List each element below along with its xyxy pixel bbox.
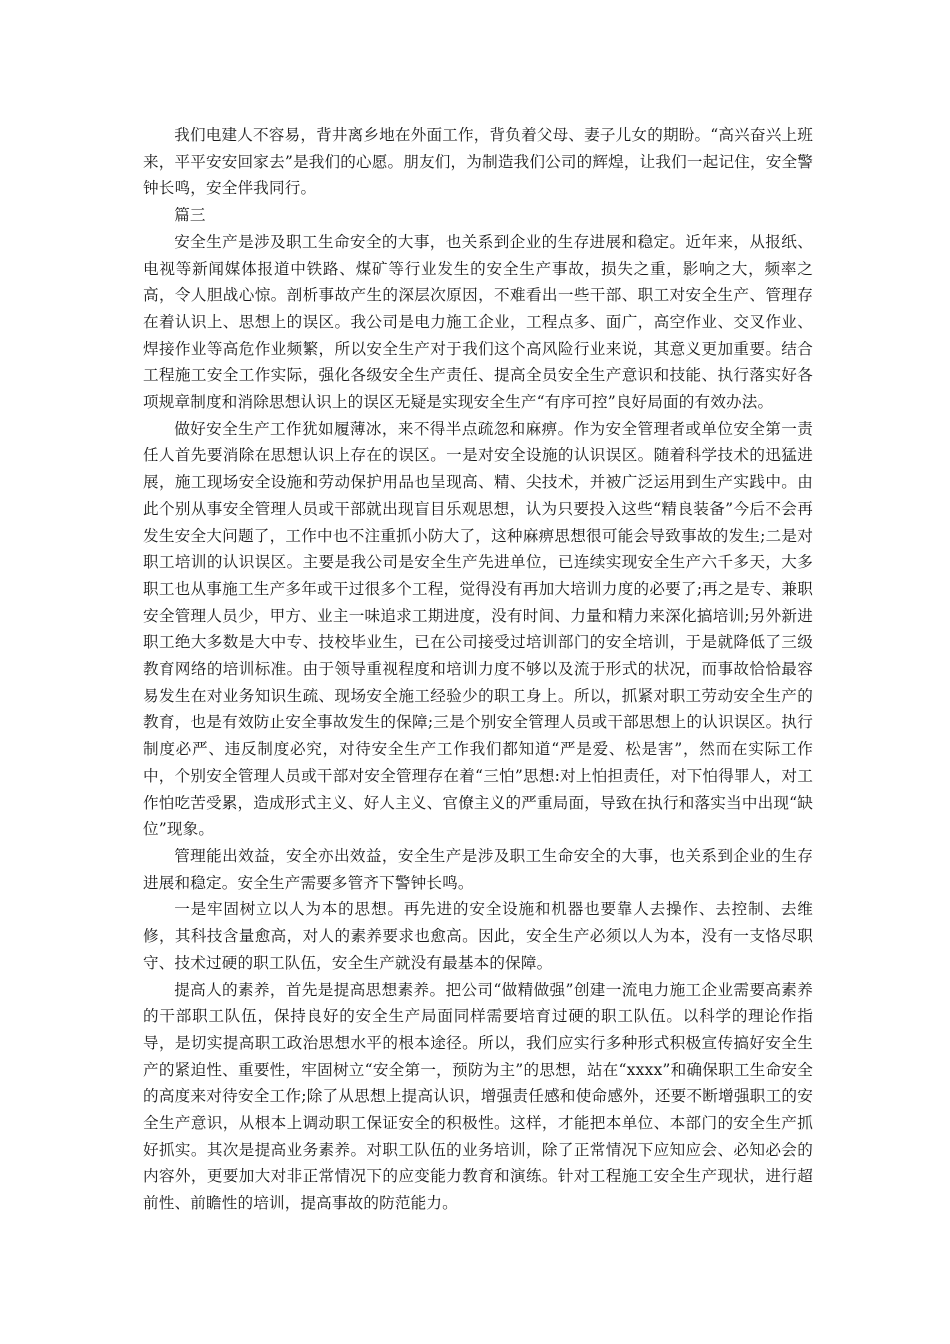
paragraph-intro: 安全生产是涉及职工生命安全的大事，也关系到企业的生存进展和稳定。近年来，从报纸、电视等新闻媒体报道中铁路、煤矿等行业发生的安全生产事故，损失之重，影响之大，频率之高，令人胆战心惊。剖析事故产生的深层次原因，不难看出一些干部、职工对安全生产、管理存在着认识上、思想上的误区。我公司是电力施工企业，工程点多、面广，高空作业、交叉作业、焊接作业等高危作业频繁，所以安全生产对于我们这个高风险行业来说，其意义更加重要。结合工程施工安全工作实际，强化各级安全生产责任、提高全员安全生产意识和技能、执行落实好各项规章制度和消除思想认识上的误区无疑是实现安全生产“有序可控”良好局面的有效办法。 [143, 232, 813, 412]
paragraph-misconceptions: 做好安全生产工作犹如履薄冰，来不得半点疏忽和麻痹。作为安全管理者或单位安全第一责任人首先要消除在思想认识上存在的误区。一是对安全设施的认识误区。随着科学技术的迅猛进展，施工现场安全设施和劳动保护用品也呈现高、精、尖技术，并被广泛运用到生产实践中。由此个别从事安全管理人员或干部就出现盲目乐观思想，认为只要投入这些“精良装备”今后不会再发生安全大问题了，工作中也不注重抓小防大了，这种麻痹思想很可能会导致事故的发生;二是对职工培训的认识误区。主要是我公司是安全生产先进单位，已连续实现安全生产六千多天，大多职工也从事施工生产多年或干过很多个工程，觉得没有再加大培训力度的必要了;再之是专、兼职安全管理人员少，甲方、业主一味追求工期进度，没有时间、力量和精力来深化搞培训;另外新进职工绝大多数是大中专、技校毕业生，已在公司接受过培训部门的安全培训，于是就降低了三级教育网络的培训标准。由于领导重视程度和培训力度不够以及流于形式的状况，而事故恰恰最容易发生在对业务知识生疏、现场安全施工经验少的职工身上。所以，抓紧对职工劳动安全生产的教育，也是有效防止安全事故发生的保障;三是个别安全管理人员或干部思想上的认识误区。执行制度必严、违反制度必究，对待安全生产工作我们都知道“严是爱、松是害”，然而在实际工作中，个别安全管理人员或干部对安全管理存在着“三怕”思想:对上怕担责任，对下怕得罪人，对工作怕吃苦受累，造成形式主义、好人主义、官僚主义的严重局面，导致在执行和落实当中出现“缺位”现象。 [143, 419, 813, 839]
paragraph-quality: 提高人的素养，首先是提高思想素养。把公司“做精做强”创建一流电力施工企业需要高素养的干部职工队伍，保持良好的安全生产局面同样需要培育过硬的职工队伍。以科学的理论作指导，是切实提高职工政治思想水平的根本途径。所以，我们应实行多种形式积极宣传搞好安全生产的紧迫性、重要性，牢固树立“安全第一，预防为主”的思想，站在“xxxx”和确保职工生命安全的高度来对待安全工作;除了从思想上提高认识，增强责任感和使命感外，还要不断增强职工的安全生产意识，从根本上调动职工保证安全的积极性。这样，才能把本单位、本部门的安全生产抓好抓实。其次是提高业务素养。对职工队伍的业务培训，除了正常情况下应知应会、必知必会的内容外，更要加大对非正常情况下的应变能力教育和演练。针对工程施工安全生产现状，进行超前性、前瞻性的培训，提高事故的防范能力。 [143, 980, 813, 1213]
paragraph-management: 管理能出效益，安全亦出效益，安全生产是涉及职工生命安全的大事，也关系到企业的生存进展和稳定。安全生产需要多管齐下警钟长鸣。 [143, 846, 813, 892]
paragraph-people-oriented: 一是牢固树立以人为本的思想。再先进的安全设施和机器也要靠人去操作、去控制、去维修，其科技含量愈高，对人的素养要求也愈高。因此，安全生产必须以人为本，没有一支恪尽职守、技术过硬的职工队伍，安全生产就没有最基本的保障。 [143, 900, 813, 972]
document-body [143, 122, 813, 1217]
paragraph-closing: 我们电建人不容易，背井离乡地在外面工作，背负着父母、妻子儿女的期盼。“高兴奋兴上班来，平平安安回家去”是我们的心愿。朋友们，为制造我们公司的辉煌，让我们一起记住，安全警钟长鸣，安全伴我同行。 [143, 126, 813, 198]
section-heading: 篇三 [174, 206, 206, 225]
